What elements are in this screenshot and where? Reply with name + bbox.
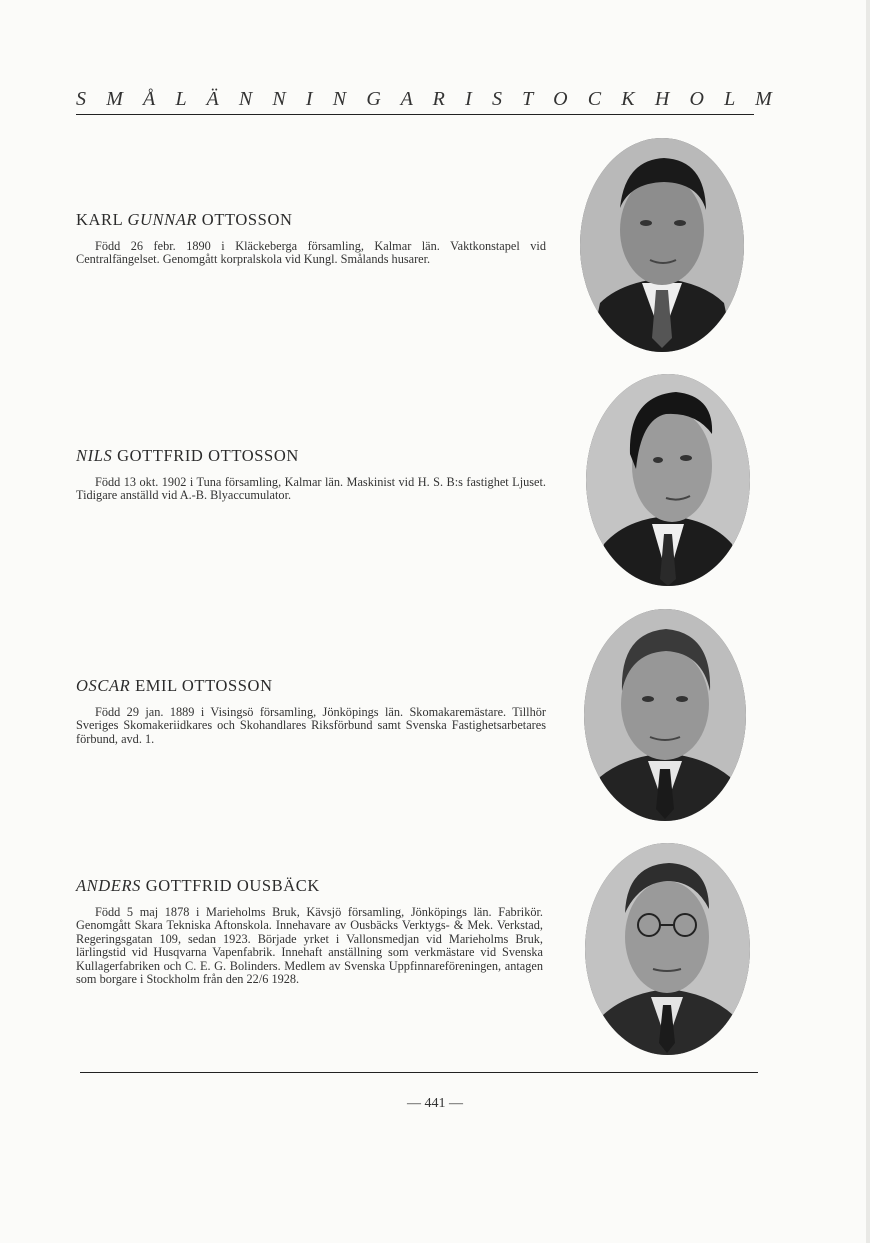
entry-text: Född 26 febr. 1890 i Kläckeberga församling, Kalmar län. Vaktkonstapel vid Centralfängelset. Genomgått korpralskola vid Kungl. Smålands husarer. [76,239,546,267]
biography-entry-3 [76,676,546,746]
running-head-text: S M Å L Ä N N I N G A R I S T O C K H O L M [76,88,777,110]
running-head [76,88,777,111]
portrait-photo-1 [580,138,744,352]
name-rest: GOTTFRID OTTOSSON [117,446,299,465]
name-rest: EMIL OTTOSSON [135,676,273,695]
name-called: NILS [76,446,113,465]
name-first: KARL [76,210,123,229]
page-edge [866,0,870,1243]
entry-text: Född 13 okt. 1902 i Tuna församling, Kalmar län. Maskinist vid H. S. B:s fastighet Ljuset. Tidigare anställd vid A.-B. Blyaccumulator. [76,475,546,503]
name-called: ANDERS [76,876,142,895]
name-called: GUNNAR [127,210,198,229]
portrait-photo-2 [586,374,750,586]
name-rest: OTTOSSON [201,210,293,229]
biography-entry-2 [76,446,546,503]
portrait-photo-3 [584,609,746,821]
page-number: — 441 — [407,1096,463,1111]
entry-text: Född 29 jan. 1889 i Visingsö församling, Jönköpings län. Skomakaremästare. Tillhör Sveriges Skomakeriidkares och Skohandlares Riksförbund samt Svenska Fastighetsarbetares förbund, avd. 1. [76,705,546,746]
name-called: OSCAR [76,676,131,695]
footer-rule [80,1072,758,1073]
entry-name [76,210,546,230]
header-rule [76,114,754,115]
biography-entry-4 [76,876,543,986]
entry-name [76,676,546,696]
biography-entry-1 [76,210,546,267]
portrait-photo-4 [585,843,750,1055]
entry-text: Född 5 maj 1878 i Marieholms Bruk, Kävsjö församling, Jönköpings län. Fabrikör. Genomgått Skara Tekniska Aftonskola. Innehavare av Ousbäcks Verktygs- & Mek. Verkstad, Regeringsgatan 109, sedan 1923. Började yrket i Vallonsmedjan vid Marieholms Bruk, lärlingstid vid Husqvarna Vapenfabrik. Innehaft anställning som verkmästare vid Svenska Kullagerfabriken och C. E. G. Bolinders. Medlem av Svenska Uppfinnareföreningen, antagen som borgare i Stockholm från den 22/6 1928. [76,905,543,987]
entry-name [76,876,543,896]
name-rest: GOTTFRID OUSBÄCK [145,876,320,895]
entry-name [76,446,546,466]
